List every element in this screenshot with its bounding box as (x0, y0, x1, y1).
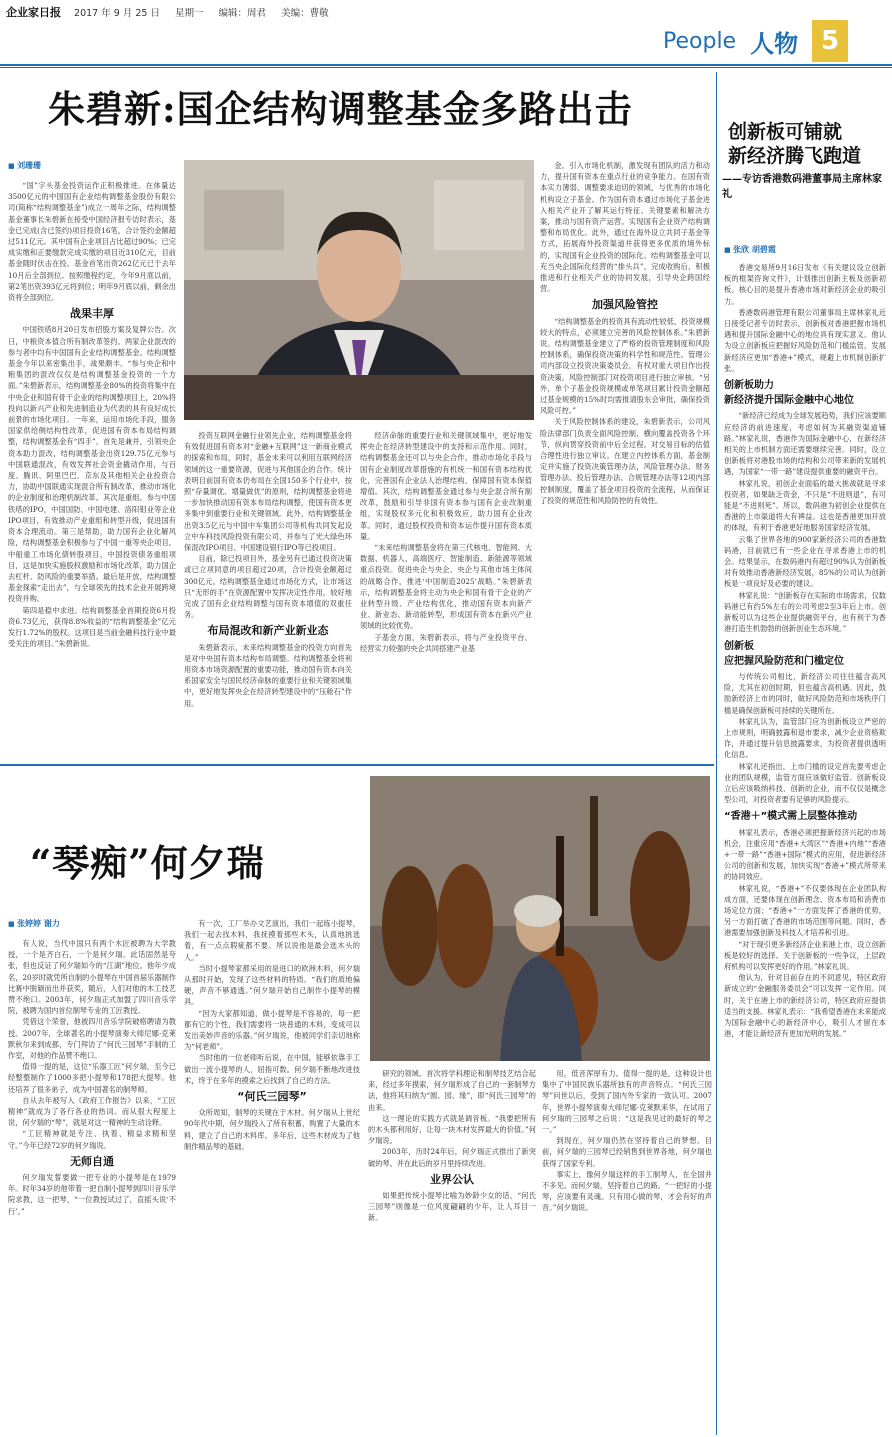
article1-col4 (540, 160, 710, 760)
paragraph: “对于现引更多新经济企业来港上市，设立创新板是较好的选择。关于创新板的一些争议，上层政府机构可以发挥更好的作用。”林家礼说。 (724, 939, 886, 971)
article2-byline: ■ 张婷婷 谢力 (8, 918, 60, 929)
issue-date: 2017 年 9 月 25 日 (74, 8, 160, 19)
paragraph: “国”字头基金投资运作正积极推进。在体量达3500亿元的中国国有企业结构调整基金股份有限公司(简称“结构调整基金”)成立一周年之际，结构调整基金董事长朱碧新在接受中国经济报专访时表示，基金已完成(含已签约)项目投资16笔，合计签约金额超过511亿元。其中国有企业项目占比超过90%；已完成实缴和正要缴款完成实缴的项目近310亿元，目前基金随时伏击在投。基金首笔出资262亿元已于去年10月后全部到位。按照缴程约定，今年9月底以前，第2笔出资393亿元将到位；明年9月底以前，剩余出资将全部到位。 (8, 181, 176, 303)
paragraph: 林家礼认为，监管部门应为创新板设立严密的上市规则，明确披露和退市要求，减少企业资格欺诈，并通过提升信息披露要求，为投资者提供透明化信息。 (724, 716, 886, 760)
subhead-wushi: 无师自通 (70, 1154, 114, 1168)
article2-col1 (8, 938, 176, 1434)
top-rule-thin (0, 67, 892, 68)
page-number: 5 (812, 20, 848, 62)
weekday: 星期一 (174, 8, 204, 19)
article2-col4 (542, 1068, 712, 1434)
paragraph: 研究的领域。首次将学科理论和制琴技艺结合起来，经过多年摸索，何夕瑞形成了自己的一套制琴方法，他将其归纳为“圆、园、缘”，即“何氏三园琴”的由来。 (368, 1069, 536, 1112)
article-separator (0, 764, 714, 766)
paragraph: 林家礼说：“创新板存在实际的市场需求，仅数码港已有约5%左右的公司考虑2至3年后上市。创新板可以为这些企业提供融资平台，也有利于为香港打造生机勃勃的创新创业生态环境。” (724, 590, 886, 634)
portrait-photo (184, 160, 534, 420)
paragraph: 经济命脉的重要行业和关键领域集中，更好地发挥央企在经济转型建设中的支持和示范作用。同时，结构调整基金还可以与央企合作，推动市场化手段与国有企业制度改革措施的有机统一和国有资本结构优化，完善国有企业法人治理结构，保障国有资本保值增值。其次，结构调整基金通过参与央企混合所有制改革，鼓励和引导非国有资本参与国有企业改制重组，实现股权多元化和积极效应，助力国有企业改革。同时，通过股权投资和资本运作提升国有资本质量。 (360, 431, 532, 541)
section-header (663, 20, 848, 62)
section-cn: 人物 (750, 28, 799, 58)
paragraph: 与传统公司相比，新经济公司往往蕴含高风险，尤其在初创时期，但也蕴含高机遇。因此，鼓励新经济上市的同时，做好风险防范和市场秩序门槛是确保创新板可持续的关键所在。 (724, 671, 886, 715)
paragraph: 林家礼说，初创企业面临的最大挑战就是寻求投资者，如果缺乏资金，不只是“不进则退”，有可能是“不进则死”。所以，数码港为初创企业提供在香港的上市渠道将大有裨益。这也是香港更加开放的体现，有利于香港更好地服务国家经济发展。 (724, 478, 886, 533)
paragraph: 中国铁塔8月20日发布招股方案及复牌公告。次日，中粮资本值合所有制改革签约。两家企业混改的参与者中均有中国国有企业结构调整基金。结构调整基金今年以来密集出手，战果颇丰。“参与央企和中粮集团的混改仅仅是结构调整基金投资的一个方面。”朱碧新表示，结构调整基金80%的投资将集中在中央企业和国有骨干企业的结构调整项目上，20%将投向以新兴产业和先进制造业为代表的具有良好成长前景的市场化项目。一年来，运用市场化手段，服务国家供给侧结构性改革，促进国有资本布局结构调整，结构调整基金有“四手”。首先是兼并，引领央企资本助力混改，结构调整基金出资129.75亿元参与中国联通混改，有效发挥社会资金撬动作用，与百度、腾讯、阿里巴巴、京东及其他相关企业投资合力，协助中国联通实现混合所有制改革，推动市场化的企业制度和治理机制改革。其次是重组。参与中国铁塔的IPO，中国国防、中国电建、洛阳钼业等企业IPO项目，有效推动产业重组和转型升级，促进国有资本合理流动。第三是帮助，助力国有企业化解风险，结构调整基金积极参与了中国一重等央企项目，中船重工市场化债转股项目、中国投资债务重组项目，这是加快实施股权激励和市场化改革，助力国企去杠杆、防风险的重要举措。最后是开放，结构调整基金探索“走出去”，与全球领先的技术企业开展跨境投资并购。 (8, 325, 176, 604)
paragraph: “新经济已经成为全球发展趋势，我们应该要顺应经济的前进速度，考虑如何为其融资渠道铺路。”林家礼说，香港作为国际金融中心，在新经济相关的上市机制方面还需要继续完善。同时，设立创新板将对港股市场的结构和公司带来新的发展机遇，为国家“一带一路”建设提供重要的融资平台。 (724, 411, 886, 477)
paragraph: 值得一提的是，这位“乐器工匠”何夕瑞，至今已经整整制作了1000多把小提琴和178把大提琴。他还培养了很多弟子，成为中国著名的制琴师。 (8, 1062, 176, 1094)
paragraph: 朱碧新表示，未来结构调整基金的投资方向首先是对中央国有资本结构布局调整。结构调整基金将利用资本市场资源配置的重要功能，推动国有资本向关系国家安全与国民经济命脉的重要行业和关键领域集中，更好地发挥央企在经济转型建设中的“压舱石”作用。 (184, 642, 352, 708)
paragraph: 香港数码港管理有限公司董事局主席林家礼近日接受记者专访时表示，创新板对香港把握市场机遇和提升国际金融中心的地位具有现实意义。他认为设立创新板应把握好风险防范和门槛监管，发展新经济应更加“香港+”模式，规避上市机制创新扩张。 (724, 307, 886, 373)
paragraph: 金。引入市场化机制，激发现有团队的活力和动力，提升国有资本在重点行业的竞争能力。在国有资本实力薄弱、调整要求迫切的领域，与优秀的市场化机构设立子基金。作为国有资本通过市场化子基金进入相关产业开了解其运行特征、关键要素和解决方案，推动与国有资产运营。实现国有企业资产结构调整和布局优化。此外，通过在海外设立共同子基金等方式，拓展海外投资渠道并获得更多优质的境外标的，实现国有企业投资的国际化。结构调整基金可以充当央企国际化经营的“排头兵”，完成收购后，积极推进和行业相关产业的协同发展，引导央企跨国经营。 (540, 161, 710, 294)
paragraph: “因为大家都知道，做小提琴是不容易的，每一把都有它的个性，我们需要将一块普通的木料，变成可以发出美妙声音的乐器。”何夕瑞说，他被同学们亲切地称为“何老师”。 (184, 1008, 360, 1052)
sidebar-headline-block (722, 120, 886, 202)
section-en: People (663, 28, 737, 54)
article2-col2 (184, 918, 360, 1434)
paper-name: 企业家日报 (6, 6, 61, 19)
paragraph: 有一次，工厂举办文艺演出，我们一起练小提琴，我们一起去找木料，我抚摸着那些木头，认真地挑选着，有一点点瑕疵都不要。所以说他是最会选木头的人。” (184, 919, 360, 962)
paragraph: 何夕瑞发誓要做一把专业的小提琴是在1979年。时年34岁的他带着一把自制小提琴到四川音乐学院求教，这一把琴，“一位教授试过了，直摇头说‘不行’。” (8, 1173, 176, 1216)
article1-col3 (360, 430, 532, 760)
article2-col3 (368, 1068, 536, 1434)
paragraph: 当时他的一位老师听后说，在中国，能够依靠手工做出一流小提琴的人，屈指可数。何夕瑞不断地改进技术，终于在多年的摸索之后找到了自己的方法。 (184, 1053, 360, 1085)
sidebar-headline-line1: 创新板可铺就 (728, 121, 843, 143)
subhead-gongren: 业界公认 (430, 1172, 474, 1186)
article1-byline: ■ 刘珊珊 (8, 160, 41, 171)
paragraph: 这一理论的实践方式就是调音板。“我要把所有的木头都利用好，让每一块木材发挥最大的价值。”何夕瑞说。 (368, 1113, 536, 1146)
paragraph: “未来结构调整基金将在第三代核电、智能网、大数据、机器人、高端医疗、智能制造、新能源等领域重点投资。促进央企与央企、央企与其他市场主体间的战略合作，推进‘中国制造2025’战略。”朱碧新表示，结构调整基金将主动为央企和国有骨干企业的产业转型升级、产业结构优化，推动国有资本向新产业、新业态、新动能转型，形成国有资本在新兴产业领域的比较优势。 (360, 543, 532, 631)
paragraph: 2003年，历时24年后，何夕瑞正式推出了新突破的琴。并在此后的岁月里持续改进。 (368, 1147, 536, 1168)
paragraph: 当时小提琴家都采用的是进口的欧洲木料，何夕瑞从那时开始，发现了这些材料的特质。“我们的质地偏硬，声音不够通透。”何夕瑞开始自己制作小提琴的模具。 (184, 963, 360, 1007)
paragraph: 事实上，像何夕瑞这样的手工制琴人，在全国并不多见。而何夕瑞，坚持着自己的路。“一把好的小提琴，应该要有灵魂。只有用心做的琴，才会有好的声音。”何夕瑞说。 (542, 1169, 712, 1213)
paragraph: 林家礼还指出，上市门槛的设定首先要考虑企业的团队规模，监管方面应该做好监管。创新板设立后应该吸纳科技、创新的企业，而不仅仅是概念型公司，对投资者要有足够的风险提示。 (724, 761, 886, 805)
paragraph: 云集了世界各地的900家新经济公司的香港数码港，目前就已有一些企业在寻求香港上市的机会。结果显示，在数码港内有超过90%认为创新板对有效推动香港新经济发展，85%的公司认为创新板是一项良好及必要的建议。 (724, 534, 886, 589)
paragraph: 有人说，当代中国只有两个木匠被聘为大学教授，一个是齐白石，一个是何夕瑞。此话固然是夸张，但也反证了何夕瑞如今的“江湖”地位。他年少成名，20岁时就凭所自制的小提琴在中国首届乐器制作比赛中脱颖而出并获奖，随后，人们对他的木工技艺赞不绝口。2003年，何夕瑞正式加盟了四川音乐学院，被聘为国内首位制琴专业的工匠教授。 (8, 939, 176, 1016)
paragraph: 投资互联网金融行业领先企业，结构调整基金将有效促进国有资本对“金融+互联网”这一新商业模式的探索和布局，同时，基金未来可以利用互联网经济领域的这一重要资源，促进与其他国企的合作。统计表明目前国有资本仍布局在全国150多个行业中，按照“存量调优、增量做优”的原则，结构调整基金将进一步加快推动国有资本布局结构调整，使国有资本更多集中到重要行业和关键领域。此外，结构调整基金出资3.5亿元与中国中车集团公司等机构共同发起设立中车科技风险投资有限公司，并参与了光大绿色环保混改IPO项目、中国建设银行IPO等已投项目。 (184, 431, 352, 553)
paragraph: 众所周知，制琴的关键在于木材。何夕瑞从上世纪90年代中期，何夕瑞投入了所有积蓄，购置了大量的木料，建立了自己的木料库。多年后，这些木材成为了他制作精品琴的基础。 (184, 1108, 360, 1151)
sidebar-subhead-1b: 新经济提升国际金融中心地位 (724, 395, 854, 407)
masthead (6, 4, 341, 20)
article1-headline: 朱碧新:国企结构调整基金多路出击 (48, 87, 633, 131)
subhead-zhanguo: 战果丰厚 (70, 307, 114, 321)
paragraph: 关于风险控制体系的建设，朱碧新表示，公司风险法律部门负责全面风险控制，横向覆盖投资各个环节，纵向贯穿投资前中后全过程。对交易目标的估值合理性进行独立审议。在建立内控体系方面，基金制定并实施了投资决策管理办法，风险管理办法、财务管理办法、投后管理办法、合规管理办法等12项内部控制制度，覆盖了基金项目投资的全流程，从而保证了投资的规范性和风险防控的有效性。 (540, 417, 710, 505)
paragraph: 目前，除已投项目外，基金另有已通过投资决策或已立项同意的项目超过20项，合计投资金额超过300亿元。结构调整基金通过市场化方式，让市场这只“无形的手”在资源配置中发挥决定性作用，较好地完成了国有企业结构调整与国有资本增值的双重任务。 (184, 554, 352, 620)
paragraph: 香港交易所9月16日发布《有关建议设立创新板的框架咨询文件》，计划推出创新主板及创新初板。核心目的是提升香港市场对新经济企业的吸引力。 (724, 263, 886, 306)
paragraph: 他认为，针对目前存在的不同意见，特区政府新成立的“金融服务委员会”可以发挥一定作用。同时，关于在港上市的新经济公司，特区政府应提供适当的支援。林家礼表示：“我希望香港在未来能成为国际金融中心的新经济中心，吸引人才留在本港，才能让新经济有更加光明的发展。” (724, 973, 886, 1039)
paragraph: 第四是稳中求进。结构调整基金首期投资6月投资6.73亿元，获得8.8%收益的“结构调整基金”亿元发行1.72%的股权。这项目是当前金融科技行业中最受关注的项目。”朱碧新说。 (8, 605, 176, 649)
paragraph: 到现在，何夕瑞仍然在坚持着自己的梦想。目前，何夕瑞的三园琴已经销售到世界各地，何夕瑞也获得了国家专利。 (542, 1136, 712, 1168)
sidebar-byline: ■ 张欣 胡碧霞 (724, 244, 776, 255)
sidebar-subhead-1a: 创新板助力 (724, 380, 774, 392)
top-rule (0, 64, 892, 66)
paragraph: 如果把传统小提琴比喻为妙龄少女的话，“何氏三园琴”则像是一位风度翩翩的少年，让人耳目一新。 (368, 1191, 536, 1223)
cello-photo (370, 776, 710, 1061)
paragraph: 用，低音浑厚有力。值得一提的是，这种设计也集中了中国民族乐器所独有的声音特点。“何氏三园琴”问世以后，受到了国内外专家的一致认可。2007年，世界小提琴演奏大师尼娜·克莱默来华，在试用了何夕瑞的三园琴之后说：“这是我见过的最好的琴之一。” (542, 1069, 712, 1135)
paragraph: 林家礼表示，香港必须把握新经济兴起的市场机会，注重应用“香港+大湾区”“香港+内地”“香港+一带一路”“香港+国际”模式的应用，促进新经济公司的创新和发展，加快实现“香港+”模式所带来的协同效应。 (724, 827, 886, 882)
paragraph: 林家礼说，“香港+”不仅要体现在企业团队构成方面，还要体现在创新理念、资本布局和消费市场定位方面；“香港+”一方面发挥了香港的优势，另一方面打破了香港的市场范围等问题。同时，香港需要加强创新及科技人才培养和引进。 (724, 883, 886, 938)
sidebar-headline-line2: 新经济腾飞跑道 (728, 145, 862, 167)
subhead-hungai: 布局混改和新产业新业态 (207, 624, 329, 638)
paragraph: 子基金方面，朱碧新表示，将与产业投资平台、经营实力较强的央企共同搭建产业基 (360, 632, 532, 653)
editor: 编辑：周君 (218, 8, 267, 19)
sidebar-divider (716, 72, 717, 1435)
sidebar-subhead-3: “香港＋”模式需上层整体推动 (724, 811, 858, 823)
paragraph: 凭借这个荣誉，他被四川音乐学院破格聘请为教授。2007年，全球著名的小提琴演奏大师尼娜·克莱默秋尔来到成都，专门拜访了“何氏三园琴”手制的工作室，对他的作品赞不绝口。 (8, 1017, 176, 1061)
sidebar-subhead-2a: 创新板 (724, 640, 754, 652)
sidebar-subhead-2b: 应把握风险防范和门槛定位 (724, 655, 844, 667)
article1-col2 (184, 430, 352, 760)
designer: 美编：曹敬 (281, 8, 329, 19)
sidebar-deck: ——专访香港数码港董事局主席林家礼 (722, 174, 882, 200)
paragraph: “结构调整基金的投资具有流动性较低、投资规模较大的特点，必须建立完善的风险控制体系。”朱碧新说。结构调整基金建立了严格的投资管理制度和风险控制体系，确保投资决策的科学性和规范性。管理公司内部设立投资决策委员会，有权对重大项目作出投资决策。风险控制部门对投资项目进行独立审核。“另外，单个子基金投资规模或单笔项目累计投资金额超过基金规模的15%时均需报请股东会审批，确保投资风险可控。” (540, 316, 710, 416)
paragraph: 自从去年被写入《政府工作报告》以来，“工匠精神”就成为了各行各业的热词。而从很大程度上说，何夕瑞的“琴”，就是对这一精神的生动诠释。 (8, 1095, 176, 1128)
subhead-fengkong: 加强风险管控 (592, 298, 658, 312)
article2-headline: “琴痴”何夕瑞 (30, 841, 265, 885)
sidebar-body (724, 262, 886, 1434)
paragraph: “工匠精神就是专注、执着、精益求精和坚守。”今年已经72岁的何夕瑞说。 (8, 1129, 176, 1150)
subhead-sanyuanqin: “何氏三园琴” (237, 1090, 307, 1104)
